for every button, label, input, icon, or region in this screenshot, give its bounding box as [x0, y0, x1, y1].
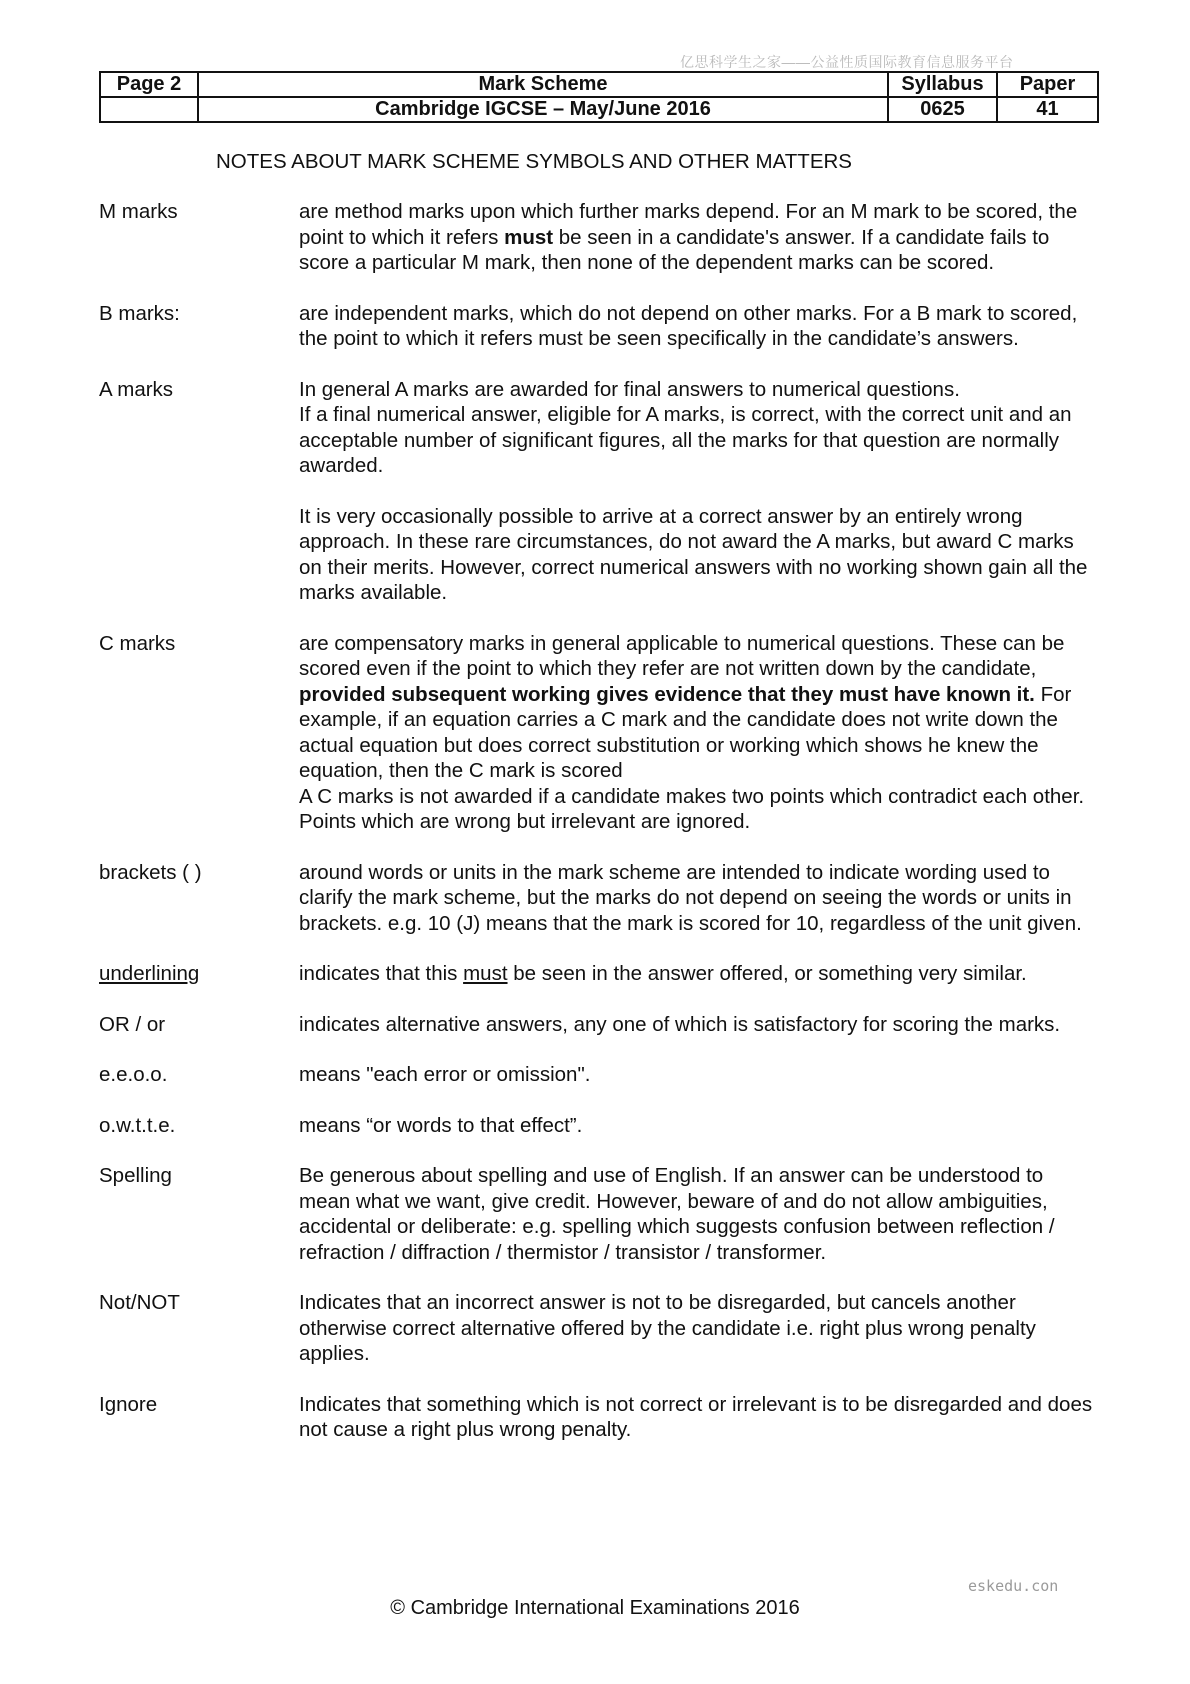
- entry-a-marks: [99, 377, 1099, 606]
- entry-underlining: [99, 961, 1099, 987]
- entry-term: o.w.t.t.e.: [99, 1113, 176, 1137]
- entry-description: are method marks upon which further marks depend. For an M mark to be scored, the point to which it refers must be seen in a candidate's answer. If a candidate fails to score a particular M mark, then none of the dependent marks can be scored.: [299, 200, 1078, 274]
- syllabus-label: Syllabus: [888, 72, 997, 97]
- paper-label: Paper: [997, 72, 1098, 97]
- entry-description: are independent marks, which do not depend on other marks. For a B mark to scored, the point to which it refers must be seen specifically in the candidate’s answers.: [299, 301, 1078, 350]
- entry-brackets: [99, 860, 1099, 937]
- notes-title: NOTES ABOUT MARK SCHEME SYMBOLS AND OTHER MATTERS: [216, 150, 852, 173]
- entry-description: around words or units in the mark scheme are intended to indicate wording used to clarify the mark scheme, but the marks do not depend on seeing the words or units in brackets. e.g. 10 (J) means that the mark is scored for 10, regardless of the unit given.: [299, 860, 1082, 935]
- entry-term: M marks: [99, 200, 178, 223]
- entry-not: [99, 1290, 1099, 1367]
- header-empty-cell: [100, 97, 198, 122]
- notes-list: [99, 199, 1099, 1468]
- entry-description: Indicates that something which is not correct or irrelevant is to be disregarded and does not cause a right plus wrong penalty.: [299, 1392, 1093, 1441]
- entry-term: Spelling: [99, 1164, 172, 1187]
- watermark-bottom: eskedu.con: [968, 1577, 1059, 1595]
- entry-description: Indicates that an incorrect answer is not to be disregarded, but cancels another otherwise correct alternative offered by the candidate i.e. right plus wrong penalty applies.: [299, 1291, 1036, 1365]
- entry-term: Ignore: [99, 1392, 158, 1416]
- copyright-footer: © Cambridge International Examinations 2016: [390, 1597, 800, 1619]
- entry-term: underlining: [99, 962, 200, 985]
- entry-description: means “or words to that effect”.: [299, 1113, 583, 1137]
- entry-eeoo: [99, 1062, 1099, 1088]
- entry-term: C marks: [99, 631, 176, 655]
- entry-or: [99, 1012, 1099, 1038]
- syllabus-code: 0625: [888, 97, 997, 122]
- entry-term: e.e.o.o.: [99, 1063, 168, 1086]
- header-table: [99, 71, 1099, 123]
- entry-spelling: [99, 1163, 1099, 1265]
- entry-term: brackets ( ): [99, 860, 202, 884]
- entry-m-marks: [99, 199, 1099, 276]
- document-subtitle: Cambridge IGCSE – May/June 2016: [198, 97, 888, 122]
- entry-description: are compensatory marks in general applicable to numerical questions. These can be scored even if the point to which they refer are not written down by the candidate, provided subsequent working gives evidence that they must have known it. For example, if an equation carries a C mark and the candidate does not write down the actual equation but does correct substitution or working which shows he knew the equation, then the C mark is scored A C marks is not awarded if a candidate makes two points which contradict each other. Points which are wrong but irrelevant are ignored.: [299, 631, 1085, 833]
- entry-description: indicates that this must be seen in the answer offered, or something very similar.: [299, 962, 1027, 985]
- entry-term: B marks:: [99, 301, 180, 325]
- entry-description: means "each error or omission".: [299, 1063, 591, 1086]
- page-number: Page 2: [100, 72, 198, 97]
- paper-number: 41: [997, 97, 1098, 122]
- entry-description: In general A marks are awarded for final answers to numerical questions. If a final numerical answer, eligible for A marks, is correct, with the correct unit and an acceptable number of significant figures, all the marks for that question are normally awarded. It is very occasionally possible to arrive at a correct answer by an entirely wrong approach. In these rare circumstances, do not award the A marks, but award C marks on their merits. However, correct numerical answers with no working shown gain all the marks available.: [299, 377, 1088, 604]
- document-title: Mark Scheme: [198, 72, 888, 97]
- entry-description: indicates alternative answers, any one of which is satisfactory for scoring the marks.: [299, 1012, 1061, 1036]
- entry-b-marks: [99, 301, 1099, 352]
- entry-term: OR / or: [99, 1012, 166, 1036]
- watermark-top: 亿思科学生之家——公益性质国际教育信息服务平台: [680, 54, 1014, 70]
- entry-owtte: [99, 1113, 1099, 1139]
- entry-ignore: [99, 1392, 1099, 1443]
- entry-description: Be generous about spelling and use of English. If an answer can be understood to mean what we want, give credit. However, beware of and do not allow ambiguities, accidental or deliberate: e.g. spelling which suggests confusion between reflection / refraction / diffraction / thermistor / transistor / transformer.: [299, 1164, 1055, 1264]
- entry-c-marks: [99, 631, 1099, 835]
- entry-term: Not/NOT: [99, 1291, 180, 1314]
- entry-term: A marks: [99, 377, 174, 401]
